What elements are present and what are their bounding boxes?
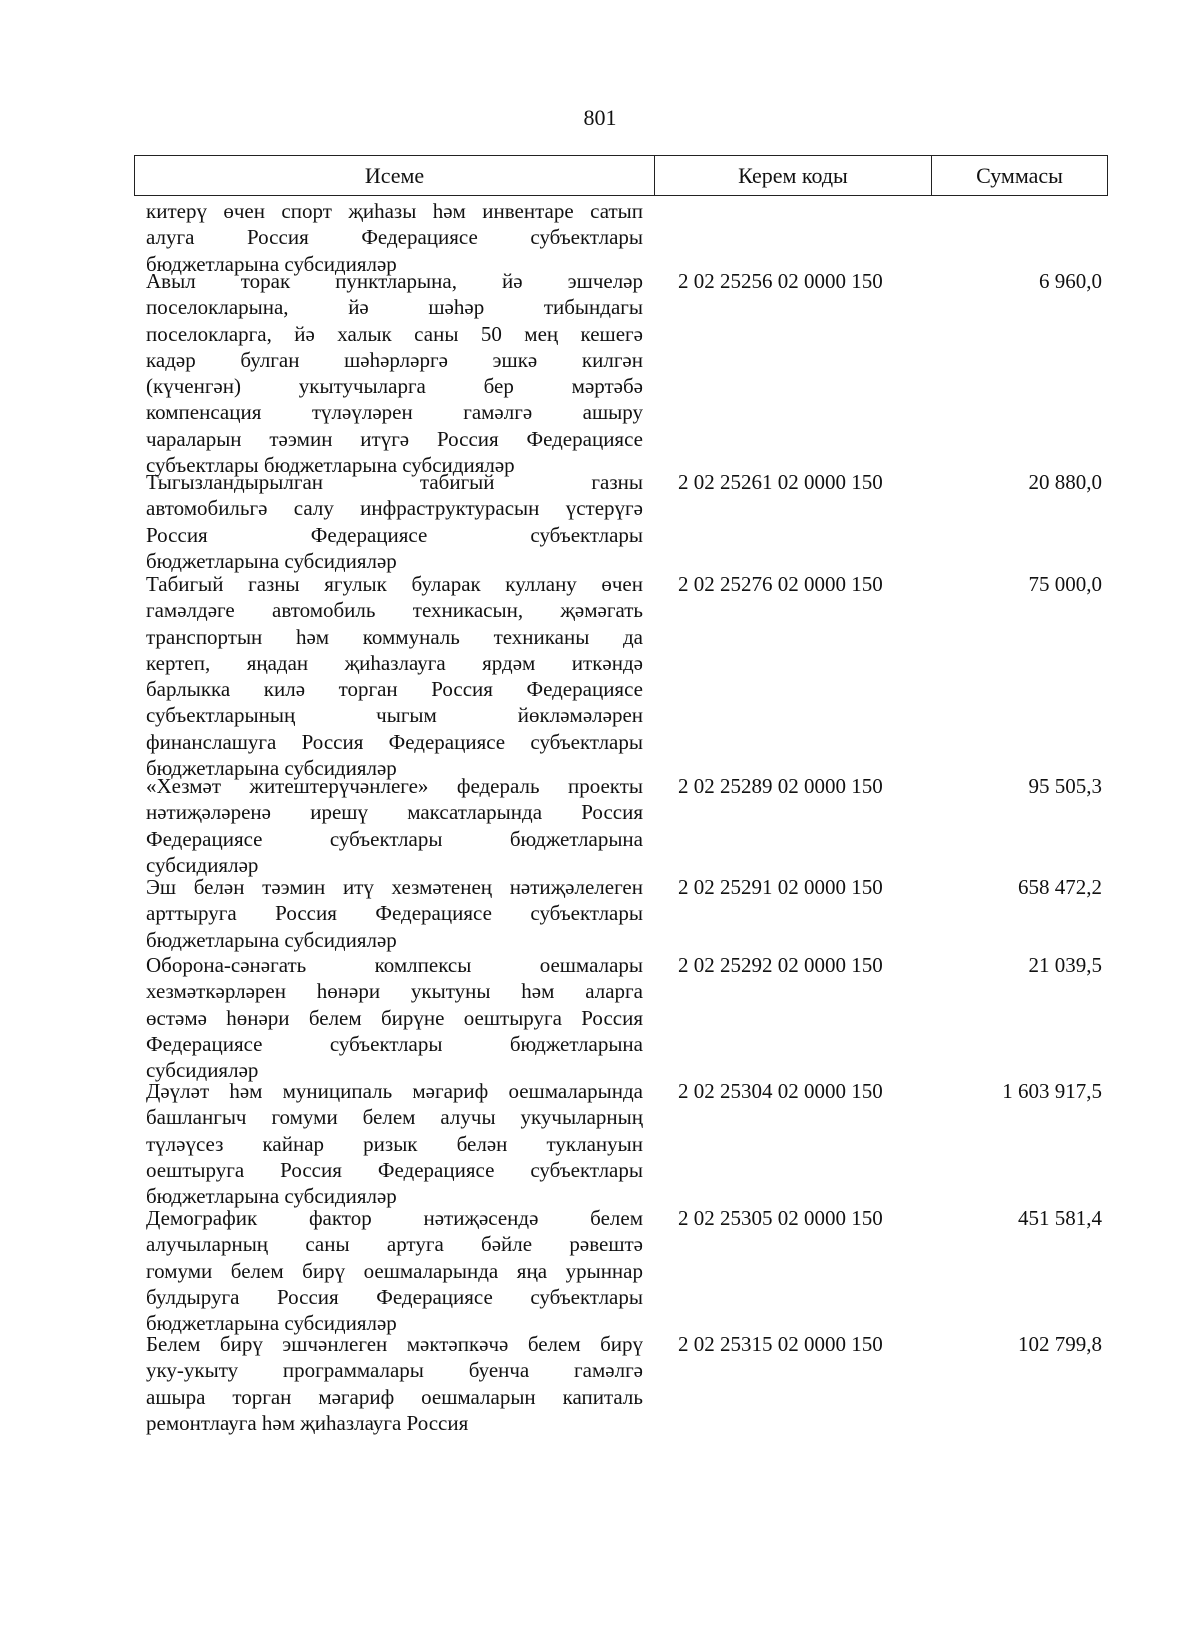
row-name-line: автомобильгә салу инфраструктурасын үстерүгә (146, 496, 643, 521)
row-name-line: «Хезмәт житештерүчәнлеге» федераль проекты (146, 774, 643, 798)
header-sum: Суммасы (976, 162, 1063, 188)
row-name-line: бюджетларына субсидияләр (146, 756, 397, 781)
row-code: 2 02 25304 02 0000 150 (678, 1079, 883, 1103)
row-name-line: кертеп, яңадан җиһазлауга ярдәм иткәндә (146, 650, 643, 675)
row-sum: 21 039,5 (1028, 953, 1102, 977)
row-name-line: Федерациясе субъектлары бюджетларына (146, 1031, 643, 1056)
row-name-line: түләүсез кайнар ризык белән туклануын (146, 1131, 643, 1156)
row-name (146, 469, 643, 574)
row-code: 2 02 25256 02 0000 150 (678, 269, 883, 293)
row-name-line: оештыруга Россия Федерациясе субъектлары (146, 1157, 643, 1182)
row-name-line: Демографик фактор нәтиҗәсендә белем (146, 1206, 643, 1230)
row-code: 2 02 25292 02 0000 150 (678, 953, 883, 977)
row-name-line: өстәмә һөнәри белем бирүне оештыруга Россия (146, 1005, 643, 1030)
row-name-line: бюджетларына субсидияләр (146, 548, 397, 573)
row-code: 2 02 25261 02 0000 150 (678, 470, 883, 494)
row-code: 2 02 25315 02 0000 150 (678, 1332, 883, 1356)
row-name-line: поселокларга, йә халык саны 50 мең кешегә (146, 321, 643, 346)
row-sum: 95 505,3 (1028, 774, 1102, 798)
row-name-line: алуга Россия Федерациясе субъектлары (146, 225, 643, 250)
row-name-line: арттыруга Россия Федерациясе субъектлары (146, 901, 643, 926)
row-name-line: Табигый газны ягулык буларак куллану өчен (146, 572, 643, 596)
row-name-line: ашыра торган мәгариф оешмаларын капиталь (146, 1384, 643, 1409)
row-name-line: Эш белән тәэмин итү хезмәтенең нәтиҗәлелеген (146, 875, 643, 899)
row-name-line: финанслашуга Россия Федерациясе субъектлары (146, 729, 643, 754)
row-name-line: башлангыч гомуми белем алучы укучыларның (146, 1105, 643, 1130)
row-name-line: гомуми белем бирү оешмаларында яңа урыннар (146, 1258, 643, 1283)
page-number: 801 (583, 105, 617, 130)
header-name: Исеме (135, 156, 655, 195)
row-name-line: субсидияләр (146, 852, 259, 877)
row-name-line: поселокларына, йә шәһәр тибындагы (146, 295, 643, 320)
row-code: 2 02 25289 02 0000 150 (678, 774, 883, 798)
row-name (146, 198, 643, 277)
row-name-line: хезмәткәрләрен һөнәри укытуны һәм аларга (146, 979, 643, 1004)
row-sum: 1 603 917,5 (1002, 1079, 1102, 1103)
row-name (146, 1331, 643, 1436)
row-name (146, 1205, 643, 1336)
row-name-line: Россия Федерациясе субъектлары (146, 522, 643, 547)
row-name-line: гамәлдәге автомобиль техникасын, җәмәгать (146, 598, 643, 623)
row-name (146, 1078, 643, 1209)
row-name-line: нәтиҗәләренә ирешү максатларында Россия (146, 800, 643, 825)
row-sum: 6 960,0 (1039, 269, 1102, 293)
row-name (146, 874, 643, 953)
row-name-line: (күченгән) укытучыларга бер мәртәбә (146, 374, 643, 399)
row-name-line: Авыл торак пунктларына, йә эшчеләр (146, 269, 643, 293)
row-code: 2 02 25305 02 0000 150 (678, 1206, 883, 1230)
row-code: 2 02 25276 02 0000 150 (678, 572, 883, 596)
header-code: Керем коды (655, 156, 932, 195)
row-sum: 102 799,8 (1018, 1332, 1102, 1356)
row-name-line: субсидияләр (146, 1058, 259, 1083)
row-name-line: Белем бирү эшчәнлеген мәктәпкәчә белем бирү (146, 1332, 643, 1356)
row-name-line: Федерациясе субъектлары бюджетларына (146, 826, 643, 851)
row-name-line: бюджетларына субсидияләр (146, 927, 397, 952)
row-name-line: Тыгызландырылган табигый газны (146, 470, 643, 494)
row-name-line: бюджетларына субсидияләр (146, 1311, 397, 1336)
row-name (146, 773, 643, 878)
row-name-line: барлыкка килә торган Россия Федерациясе (146, 677, 643, 702)
row-name-line: транспортын һәм коммуналь техниканы да (146, 624, 643, 649)
row-name (146, 952, 643, 1083)
row-sum: 20 880,0 (1028, 470, 1102, 494)
row-name-line: уку-укыту программалары буенча гамәлгә (146, 1358, 643, 1383)
row-name (146, 571, 643, 781)
row-code: 2 02 25291 02 0000 150 (678, 875, 883, 899)
row-name-line: ремонтлауга һәм җиһазлауга Россия (146, 1410, 469, 1435)
row-name (146, 268, 643, 478)
row-name-line: кадәр булган шәһәрләргә эшкә килгән (146, 347, 643, 372)
row-name-line: субъектларының чыгым йөкләмәләрен (146, 703, 643, 728)
row-name-line: чараларын тәэмин итүгә Россия Федерациясе (146, 426, 643, 451)
row-name-line: бюджетларына субсидияләр (146, 251, 397, 276)
row-name-line: булдыруга Россия Федерациясе субъектлары (146, 1284, 643, 1309)
row-name-line: китерү өчен спорт җиһазы һәм инвентаре сатып (146, 199, 643, 223)
row-name-line: Дәүләт һәм муниципаль мәгариф оешмаларында (146, 1079, 643, 1103)
row-name-line: бюджетларына субсидияләр (146, 1184, 397, 1209)
row-name-line: субъектлары бюджетларына субсидияләр (146, 453, 515, 478)
row-name-line: компенсация түләүләрен гамәлгә ашыру (146, 400, 643, 425)
row-name-line: алучыларның саны артуга бәйле рәвештә (146, 1232, 643, 1257)
row-sum: 658 472,2 (1018, 875, 1102, 899)
row-sum: 451 581,4 (1018, 1206, 1102, 1230)
row-sum: 75 000,0 (1028, 572, 1102, 596)
row-name-line: Оборона-сәнәгать комлпексы оешмалары (146, 953, 643, 977)
